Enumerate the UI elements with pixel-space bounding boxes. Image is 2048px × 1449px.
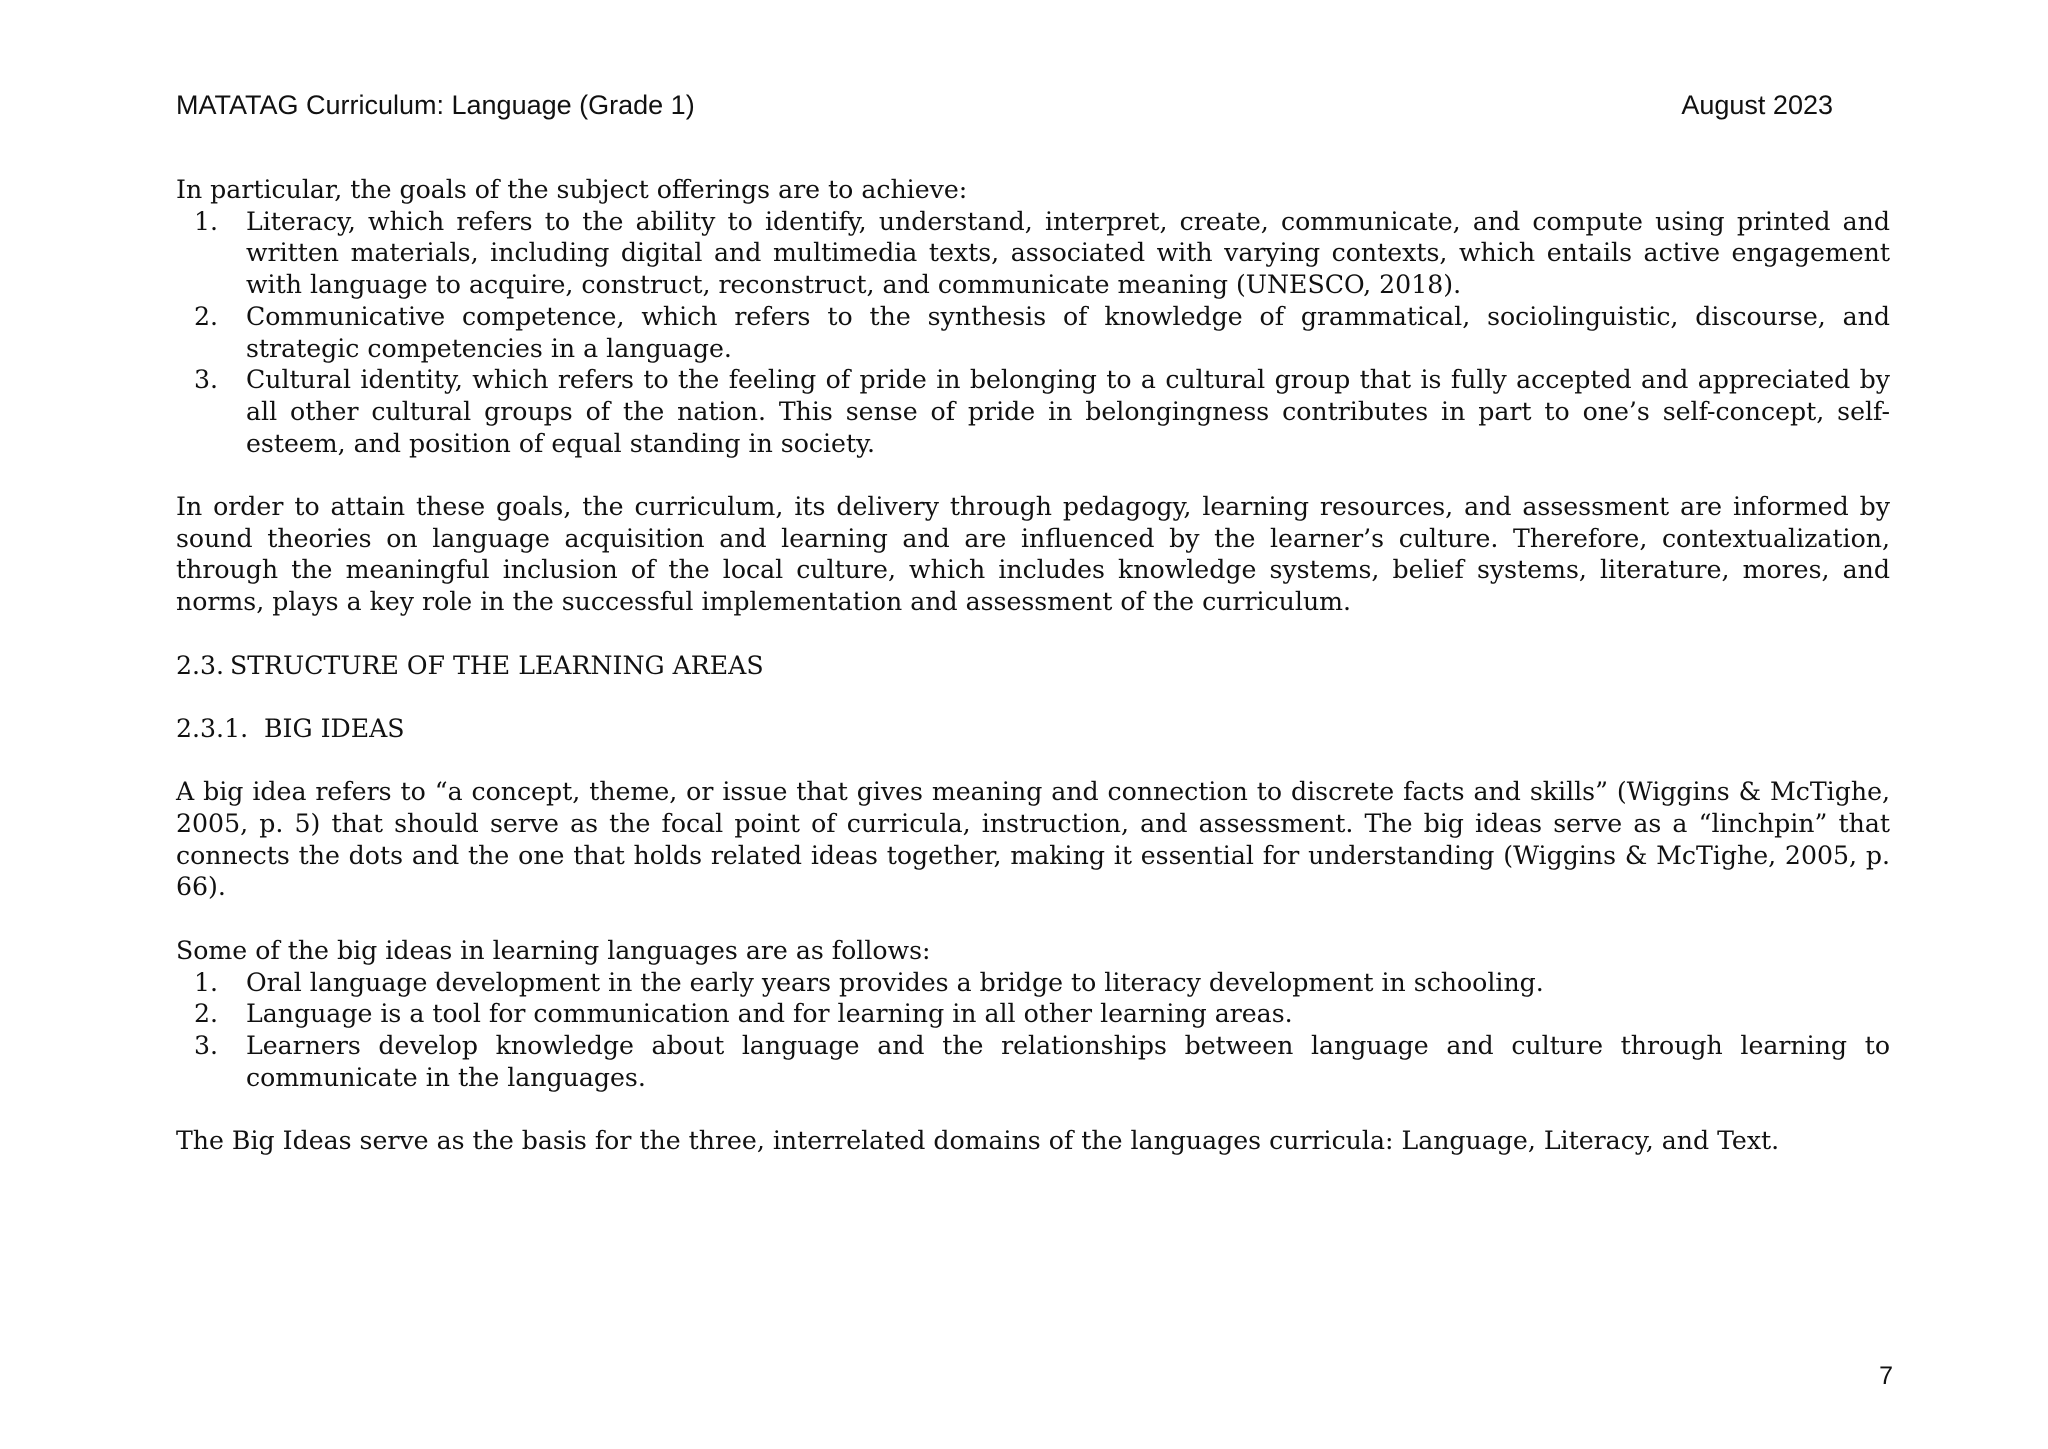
list-item <box>176 967 1890 999</box>
list-item-text: Communicative competence, which refers to the synthesis of knowledge of grammatical, sociolinguistic, discourse, and strategic competencies in a language. <box>246 301 1890 363</box>
list-item <box>176 998 1890 1030</box>
list-item-number: 3. <box>194 365 219 395</box>
list-item-number: 2. <box>194 999 219 1029</box>
list-item-text: Oral language development in the early years provides a bridge to literacy development in schooling. <box>246 967 1544 997</box>
list-item-text: Literacy, which refers to the ability to identify, understand, interpret, create, communicate, and compute using printed and written materials, including digital and multimedia texts, associated with varying contexts, which entails active engagement with language to acquire, construct, reconstruct, and communicate meaning (UNESCO, 2018). <box>246 206 1890 300</box>
list-item <box>176 206 1890 301</box>
list-item-text: Cultural identity, which refers to the feeling of pride in belonging to a cultural group that is fully accepted and appreciated by all other cultural groups of the nation. This sense of pride in belongingness contributes in part to one’s self-concept, self-esteem, and position of equal standing in society. <box>246 365 1890 458</box>
list-item-number: 1. <box>194 967 219 997</box>
goals-list <box>176 206 1890 460</box>
paragraph-attain-goals: In order to attain these goals, the curriculum, its delivery through pedagogy, learning resources, and assessment are informed by sound theories on language acquisition and learning and are influenced by the learner’s culture. Therefore, contextualization, through the meaningful inclusion of the local culture, which includes knowledge systems, belief systems, literature, mores, and norms, plays a key role in the successful implementation and assessment of the curriculum. <box>176 492 1890 617</box>
section-heading <box>176 650 1890 682</box>
section-heading-number: 2.3. <box>176 650 225 680</box>
page-number: 7 <box>1879 1362 1893 1390</box>
list-item-number: 2. <box>194 301 219 331</box>
list-item-text: Learners develop knowledge about language and the relationships between language and culture through learning to communicate in the languages. <box>246 1030 1890 1092</box>
paragraph-closing: The Big Ideas serve as the basis for the three, interrelated domains of the languages curricula: Language, Literacy, and Text. <box>176 1126 1780 1155</box>
big-ideas-list <box>176 967 1890 1094</box>
paragraph-big-idea: A big idea refers to “a concept, theme, or issue that gives meaning and connection to discrete facts and skills” (Wiggins & McTighe, 2005, p. 5) that should serve as the focal point of curricula, instruction, and assessment. The big ideas serve as a “linchpin” that connects the dots and the one that holds related ideas together, making it essential for understanding (Wiggins & McTighe, 2005, p. 66). <box>176 777 1890 902</box>
list-item-text: Language is a tool for communication and for learning in all other learning areas. <box>246 999 1293 1029</box>
subsection-heading <box>176 713 1890 745</box>
list-item-number: 3. <box>194 1030 219 1060</box>
list-item <box>176 364 1890 459</box>
goals-intro: In particular, the goals of the subject offerings are to achieve: <box>176 175 968 204</box>
list-item-number: 1. <box>194 206 219 236</box>
header-title: MATATAG Curriculum: Language (Grade 1) <box>176 90 695 120</box>
header-date: August 2023 <box>1681 90 1833 120</box>
list-item <box>176 301 1890 364</box>
list-item <box>176 1030 1890 1093</box>
document-body <box>176 174 1890 1157</box>
subsection-heading-text: BIG IDEAS <box>264 713 405 743</box>
subsection-heading-number: 2.3.1. <box>176 713 249 743</box>
big-ideas-intro: Some of the big ideas in learning languages are as follows: <box>176 935 931 965</box>
section-heading-text: STRUCTURE OF THE LEARNING AREAS <box>230 650 764 680</box>
